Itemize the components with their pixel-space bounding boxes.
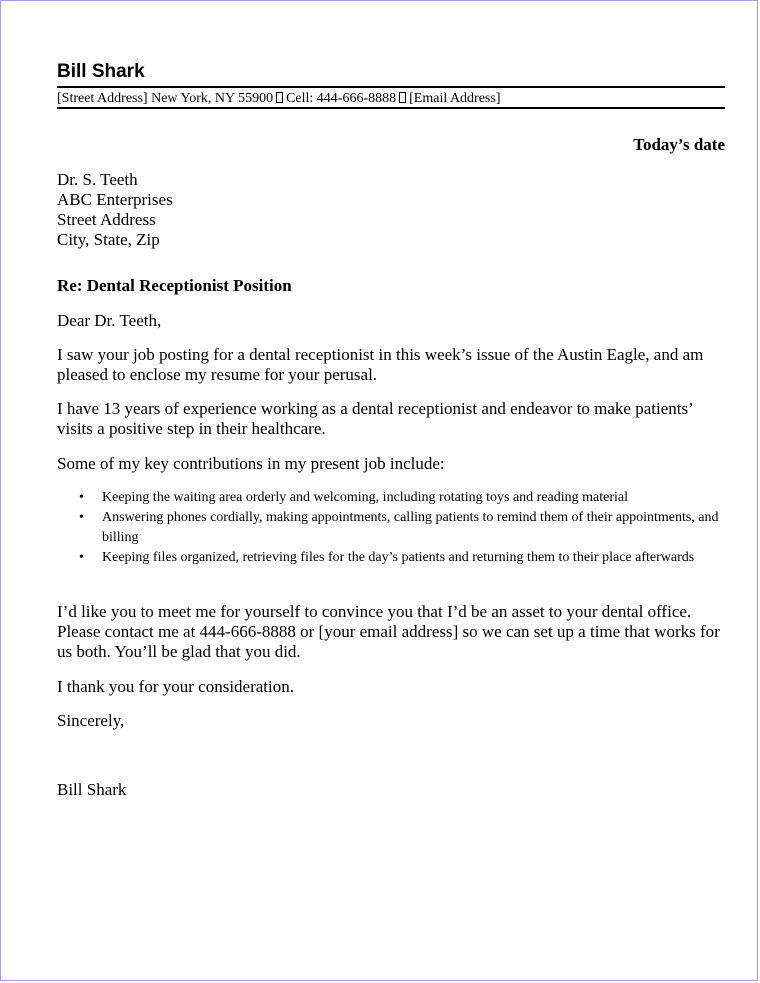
separator-box-icon — [399, 92, 406, 103]
header-bottom-rule — [57, 107, 725, 109]
letter-date: Today’s date — [633, 135, 725, 154]
recipient-name: Dr. S. Teeth — [57, 170, 138, 189]
list-item — [57, 488, 725, 508]
contributions-list — [57, 488, 725, 568]
body-paragraph: Some of my key contributions in my present job include: — [57, 454, 445, 473]
contact-address: [Street Address] New York, NY 55900 — [57, 91, 274, 106]
bullet-icon: • — [79, 550, 84, 565]
recipient-block — [57, 170, 173, 250]
recipient-street: Street Address — [57, 210, 156, 229]
body-paragraph: I have 13 years of experience working as a dental receptionist and endeavor to make patients’ visits a positive step in their healthcare. — [57, 399, 693, 438]
recipient-city-state-zip: City, State, Zip — [57, 230, 160, 249]
signature-name: Bill Shark — [57, 780, 127, 799]
separator-box-icon — [276, 92, 283, 103]
header-top-rule — [57, 86, 725, 88]
list-item-text: Keeping files organized, retrieving files for the day’s patients and returning them to their place afterwards — [102, 550, 695, 565]
list-item — [57, 508, 725, 548]
recipient-company: ABC Enterprises — [57, 190, 173, 209]
body-paragraph: I saw your job posting for a dental receptionist in this week’s issue of the Austin Eagle, and am pleased to enclose my resume for your perusal. — [57, 345, 704, 384]
salutation: Dear Dr. Teeth, — [57, 311, 162, 330]
body-paragraph: I thank you for your consideration. — [57, 677, 294, 696]
bullet-icon: • — [79, 510, 84, 525]
body-paragraph: I’d like you to meet me for yourself to convince you that I’d be an asset to your dental office. Please contact me at 444-666-8888 or [your email address] so we can set up a time that works for us both. You’ll be glad that you did. — [57, 602, 720, 661]
bullet-icon: • — [79, 490, 84, 505]
contact-cell: Cell: 444-666-8888 — [286, 91, 397, 106]
list-item — [57, 548, 725, 568]
list-item-text: Keeping the waiting area orderly and welcoming, including rotating toys and reading material — [102, 490, 628, 505]
list-item-text: Answering phones cordially, making appointments, calling patients to remind them of their appointments, and billing — [102, 510, 719, 545]
contact-email: [Email Address] — [409, 91, 501, 106]
closing: Sincerely, — [57, 711, 125, 730]
contact-line — [57, 90, 501, 107]
subject-line: Re: Dental Receptionist Position — [57, 276, 292, 295]
sender-name: Bill Shark — [57, 61, 145, 82]
